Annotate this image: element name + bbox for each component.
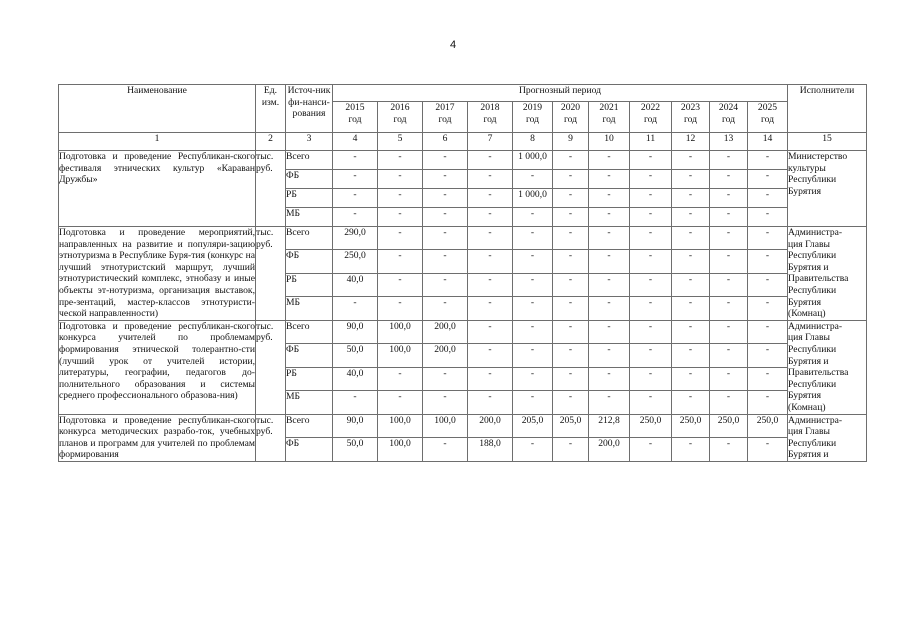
- column-number: 4: [333, 133, 378, 151]
- year-suffix: год: [393, 113, 407, 125]
- table-row: [59, 151, 867, 170]
- page-number: 4: [449, 39, 457, 51]
- amount-cell: -: [710, 367, 748, 390]
- column-number: 3: [286, 133, 333, 151]
- amount-cell: 250,0: [630, 414, 672, 438]
- amount-cell: -: [589, 297, 630, 320]
- amount-cell: 100,0: [378, 438, 423, 462]
- amount-cell: -: [748, 208, 788, 227]
- amount-cell: -: [748, 344, 788, 367]
- amount-cell: 250,0: [672, 414, 710, 438]
- amount-cell: -: [748, 189, 788, 208]
- year-suffix: год: [683, 113, 698, 125]
- year-value: 2022: [640, 102, 661, 113]
- amount-cell: -: [378, 170, 423, 189]
- funding-source: Всего: [286, 320, 333, 343]
- amount-cell: -: [513, 208, 553, 227]
- amount-cell: -: [333, 208, 378, 227]
- year-suffix: год: [643, 113, 658, 125]
- executor-line: Правительства: [788, 367, 849, 379]
- amount-cell: -: [748, 297, 788, 320]
- year-header-cell: [423, 102, 468, 133]
- unit-cell: тыс. руб.: [256, 227, 286, 321]
- column-number-row: [59, 133, 867, 151]
- column-number: 10: [589, 133, 630, 151]
- table-row: [59, 227, 867, 250]
- amount-cell: -: [672, 320, 710, 343]
- amount-cell: -: [589, 367, 630, 390]
- amount-cell: -: [672, 367, 710, 390]
- amount-cell: -: [423, 367, 468, 390]
- funding-source: РБ: [286, 189, 333, 208]
- year-value: 2025: [757, 102, 778, 113]
- amount-cell: -: [710, 320, 748, 343]
- amount-cell: -: [553, 250, 589, 273]
- amount-cell: -: [589, 208, 630, 227]
- executors-cell: [788, 320, 867, 414]
- header-executors: Исполнители: [788, 85, 867, 133]
- year-header-cell: [513, 102, 553, 133]
- amount-cell: -: [553, 320, 589, 343]
- amount-cell: 212,8: [589, 414, 630, 438]
- executor-line: Администра-: [788, 320, 843, 332]
- amount-cell: -: [672, 189, 710, 208]
- amount-cell: -: [378, 227, 423, 250]
- amount-cell: 200,0: [468, 414, 513, 438]
- year-value: 2015: [345, 102, 365, 113]
- header-name: Наименование: [59, 85, 256, 133]
- amount-cell: -: [553, 151, 589, 170]
- executor-line: Бурятия и: [788, 261, 829, 273]
- amount-cell: -: [468, 151, 513, 170]
- amount-cell: -: [423, 189, 468, 208]
- amount-cell: -: [468, 250, 513, 273]
- amount-cell: -: [378, 189, 423, 208]
- executor-line: Республики: [788, 284, 837, 296]
- amount-cell: -: [672, 208, 710, 227]
- column-number: 1: [59, 133, 256, 151]
- executor-line: ция Главы: [788, 238, 830, 250]
- amount-cell: -: [423, 438, 468, 462]
- executor-line: Администра-: [788, 227, 843, 238]
- amount-cell: -: [630, 391, 672, 414]
- year-suffix: год: [483, 113, 497, 125]
- amount-cell: 205,0: [553, 414, 589, 438]
- executor-line: Бурятия: [788, 185, 822, 197]
- executor-line: Республики: [788, 378, 837, 390]
- amount-cell: 50,0: [333, 344, 378, 367]
- amount-cell: -: [553, 273, 589, 296]
- executor-line: культуры: [788, 162, 826, 174]
- amount-cell: -: [672, 297, 710, 320]
- header-source: Источ-ник фи-нанси-рования: [286, 85, 333, 133]
- executor-line: Республики: [788, 343, 837, 355]
- funding-source: ФБ: [286, 344, 333, 367]
- amount-cell: -: [710, 391, 748, 414]
- amount-cell: -: [630, 320, 672, 343]
- amount-cell: -: [553, 170, 589, 189]
- year-header-cell: [333, 102, 378, 133]
- amount-cell: -: [630, 344, 672, 367]
- amount-cell: -: [378, 367, 423, 390]
- amount-cell: -: [378, 297, 423, 320]
- amount-cell: -: [423, 227, 468, 250]
- column-number: 13: [710, 133, 748, 151]
- amount-cell: -: [423, 250, 468, 273]
- amount-cell: 100,0: [378, 344, 423, 367]
- funding-source: РБ: [286, 273, 333, 296]
- table-row: [59, 414, 867, 438]
- amount-cell: -: [468, 273, 513, 296]
- amount-cell: 200,0: [423, 344, 468, 367]
- year-value: 2021: [599, 102, 619, 113]
- year-value: 2023: [680, 102, 701, 113]
- amount-cell: -: [630, 189, 672, 208]
- amount-cell: -: [553, 208, 589, 227]
- amount-cell: -: [630, 273, 672, 296]
- executor-line: Министерство: [788, 151, 848, 162]
- amount-cell: -: [423, 273, 468, 296]
- executor-line: Бурятия: [788, 390, 822, 402]
- executor-line: Республики: [788, 174, 837, 186]
- amount-cell: -: [513, 250, 553, 273]
- year-suffix: год: [721, 113, 736, 125]
- year-value: 2017: [435, 102, 455, 113]
- executor-line: Республики: [788, 250, 837, 262]
- amount-cell: 250,0: [710, 414, 748, 438]
- amount-cell: -: [748, 227, 788, 250]
- amount-cell: -: [748, 170, 788, 189]
- amount-cell: -: [378, 250, 423, 273]
- amount-cell: 1 000,0: [513, 189, 553, 208]
- amount-cell: -: [513, 297, 553, 320]
- amount-cell: -: [630, 367, 672, 390]
- amount-cell: 205,0: [513, 414, 553, 438]
- funding-source: ФБ: [286, 438, 333, 462]
- funding-source: Всего: [286, 151, 333, 170]
- year-value: 2024: [718, 102, 739, 113]
- amount-cell: -: [672, 344, 710, 367]
- activity-name: Подготовка и проведение мероприятий, направленных на развитие и популяри-зацию этнотуризма в Республике Буря-тия (конкурс на лучший этнотуристский маршрут, лучший этнотуристический комплекс, этнобазу и иные объекты эт-нотуризма, организация выставок, пре-зентаций, мастер-классов этнотуристи-ческой направленности): [59, 227, 255, 320]
- executors-cell: [788, 151, 867, 227]
- amount-cell: -: [672, 438, 710, 462]
- table-header: [59, 85, 867, 151]
- amount-cell: -: [672, 151, 710, 170]
- column-number: 5: [378, 133, 423, 151]
- amount-cell: 188,0: [468, 438, 513, 462]
- amount-cell: -: [423, 208, 468, 227]
- column-number: 15: [788, 133, 867, 151]
- amount-cell: 50,0: [333, 438, 378, 462]
- amount-cell: -: [710, 250, 748, 273]
- executor-line: Администра-: [788, 414, 843, 426]
- amount-cell: -: [513, 170, 553, 189]
- column-number: 8: [513, 133, 553, 151]
- executor-line: Республики: [788, 437, 837, 449]
- year-header-cell: [378, 102, 423, 133]
- year-header-cell: [589, 102, 630, 133]
- amount-cell: -: [468, 227, 513, 250]
- amount-cell: -: [553, 367, 589, 390]
- amount-cell: 290,0: [333, 227, 378, 250]
- executor-line: Бурятия и: [788, 449, 829, 461]
- executor-line: ция Главы: [788, 332, 830, 344]
- executor-line: Бурятия и: [788, 355, 829, 367]
- amount-cell: -: [423, 170, 468, 189]
- amount-cell: -: [513, 320, 553, 343]
- amount-cell: -: [553, 391, 589, 414]
- amount-cell: 90,0: [333, 414, 378, 438]
- unit-cell: тыс. руб.: [256, 320, 286, 414]
- amount-cell: -: [748, 391, 788, 414]
- amount-cell: -: [333, 391, 378, 414]
- amount-cell: 100,0: [378, 414, 423, 438]
- amount-cell: -: [423, 391, 468, 414]
- executor-line: ция Главы: [788, 426, 830, 438]
- funding-source: МБ: [286, 391, 333, 414]
- executors-cell: [788, 227, 867, 321]
- amount-cell: -: [630, 438, 672, 462]
- amount-cell: -: [710, 151, 748, 170]
- amount-cell: -: [710, 227, 748, 250]
- amount-cell: 1 000,0: [513, 151, 553, 170]
- column-number: 11: [630, 133, 672, 151]
- amount-cell: 200,0: [423, 320, 468, 343]
- amount-cell: 100,0: [378, 320, 423, 343]
- executor-line: Бурятия: [788, 296, 822, 308]
- year-suffix: год: [760, 113, 775, 125]
- amount-cell: -: [589, 151, 630, 170]
- amount-cell: -: [672, 391, 710, 414]
- amount-cell: -: [513, 367, 553, 390]
- amount-cell: -: [333, 189, 378, 208]
- funding-source: МБ: [286, 297, 333, 320]
- amount-cell: -: [672, 170, 710, 189]
- column-number: 14: [748, 133, 788, 151]
- amount-cell: 250,0: [748, 414, 788, 438]
- amount-cell: -: [672, 227, 710, 250]
- amount-cell: -: [333, 170, 378, 189]
- activity-name: Подготовка и проведение республикан-ского конкурса учителей по проблемам формирования этнической толерантно-сти (лучший урок от учителей истории, литературы, географии, педагогов до-полнительного образования и системы среднего профессионального образова-ния): [59, 320, 256, 414]
- year-header-cell: [468, 102, 513, 133]
- amount-cell: -: [630, 227, 672, 250]
- amount-cell: 40,0: [333, 273, 378, 296]
- amount-cell: -: [710, 189, 748, 208]
- column-number: 6: [423, 133, 468, 151]
- amount-cell: -: [423, 151, 468, 170]
- amount-cell: -: [333, 297, 378, 320]
- amount-cell: -: [378, 391, 423, 414]
- amount-cell: -: [748, 320, 788, 343]
- year-value: 2016: [390, 102, 410, 113]
- year-value: 2019: [522, 102, 543, 113]
- header-unit: Ед. изм.: [256, 85, 286, 133]
- amount-cell: -: [630, 151, 672, 170]
- financing-plan-table: [58, 84, 867, 462]
- column-number: 12: [672, 133, 710, 151]
- year-suffix: год: [525, 113, 540, 125]
- amount-cell: 200,0: [589, 438, 630, 462]
- funding-source: Всего: [286, 227, 333, 250]
- amount-cell: -: [378, 151, 423, 170]
- amount-cell: -: [553, 227, 589, 250]
- year-suffix: год: [563, 113, 578, 125]
- amount-cell: -: [710, 438, 748, 462]
- amount-cell: -: [378, 273, 423, 296]
- unit-cell: тыс. руб.: [256, 414, 286, 461]
- amount-cell: -: [589, 391, 630, 414]
- amount-cell: -: [748, 250, 788, 273]
- amount-cell: -: [589, 273, 630, 296]
- amount-cell: -: [513, 273, 553, 296]
- amount-cell: -: [748, 151, 788, 170]
- amount-cell: 100,0: [423, 414, 468, 438]
- amount-cell: -: [333, 151, 378, 170]
- amount-cell: -: [630, 170, 672, 189]
- executors-cell: [788, 414, 867, 461]
- amount-cell: -: [748, 438, 788, 462]
- amount-cell: -: [589, 227, 630, 250]
- amount-cell: -: [710, 344, 748, 367]
- year-header-cell: [748, 102, 788, 133]
- year-value: 2020: [560, 102, 581, 113]
- amount-cell: -: [748, 367, 788, 390]
- amount-cell: -: [513, 344, 553, 367]
- year-value: 2018: [480, 102, 500, 113]
- amount-cell: -: [710, 208, 748, 227]
- amount-cell: -: [513, 438, 553, 462]
- year-suffix: год: [348, 113, 362, 125]
- amount-cell: -: [630, 297, 672, 320]
- amount-cell: -: [589, 344, 630, 367]
- year-header-cell: [672, 102, 710, 133]
- activity-name: Подготовка и проведение республикан-ского конкурса методических разрабо-ток, учебных планов и программ для учителей по проблемам формирования: [59, 414, 255, 461]
- amount-cell: -: [468, 189, 513, 208]
- amount-cell: -: [553, 297, 589, 320]
- executor-line: (Комнац): [788, 308, 826, 320]
- amount-cell: -: [468, 391, 513, 414]
- amount-cell: 250,0: [333, 250, 378, 273]
- amount-cell: -: [710, 297, 748, 320]
- amount-cell: -: [710, 273, 748, 296]
- amount-cell: -: [468, 344, 513, 367]
- amount-cell: -: [553, 438, 589, 462]
- column-number: 2: [256, 133, 286, 151]
- funding-source: ФБ: [286, 170, 333, 189]
- amount-cell: -: [672, 273, 710, 296]
- header-forecast-period: Прогнозный период: [333, 85, 788, 102]
- amount-cell: -: [589, 250, 630, 273]
- unit-cell: тыс. руб.: [256, 151, 286, 227]
- amount-cell: -: [748, 273, 788, 296]
- amount-cell: 90,0: [333, 320, 378, 343]
- amount-cell: -: [378, 208, 423, 227]
- amount-cell: -: [630, 208, 672, 227]
- amount-cell: -: [710, 170, 748, 189]
- funding-source: Всего: [286, 414, 333, 438]
- column-number: 9: [553, 133, 589, 151]
- amount-cell: -: [553, 189, 589, 208]
- amount-cell: -: [468, 367, 513, 390]
- amount-cell: -: [630, 250, 672, 273]
- amount-cell: 40,0: [333, 367, 378, 390]
- table-row: [59, 320, 867, 343]
- year-header-cell: [553, 102, 589, 133]
- amount-cell: -: [589, 320, 630, 343]
- amount-cell: -: [468, 170, 513, 189]
- amount-cell: -: [513, 391, 553, 414]
- amount-cell: -: [468, 208, 513, 227]
- funding-source: ФБ: [286, 250, 333, 273]
- amount-cell: -: [672, 250, 710, 273]
- year-suffix: год: [438, 113, 452, 125]
- executor-line: Правительства: [788, 273, 849, 285]
- funding-source: РБ: [286, 367, 333, 390]
- amount-cell: -: [513, 227, 553, 250]
- funding-source: МБ: [286, 208, 333, 227]
- year-header-cell: [630, 102, 672, 133]
- column-number: 7: [468, 133, 513, 151]
- amount-cell: -: [468, 297, 513, 320]
- table-body: [59, 151, 867, 462]
- amount-cell: -: [468, 320, 513, 343]
- amount-cell: -: [553, 344, 589, 367]
- year-header-cell: [710, 102, 748, 133]
- amount-cell: -: [589, 170, 630, 189]
- amount-cell: -: [589, 189, 630, 208]
- year-suffix: год: [602, 113, 616, 125]
- activity-name: Подготовка и проведение Республикан-ского фестиваля этнических культур «Караван Дружбы»: [59, 151, 256, 227]
- amount-cell: -: [423, 297, 468, 320]
- executor-line: (Комнац): [788, 401, 826, 413]
